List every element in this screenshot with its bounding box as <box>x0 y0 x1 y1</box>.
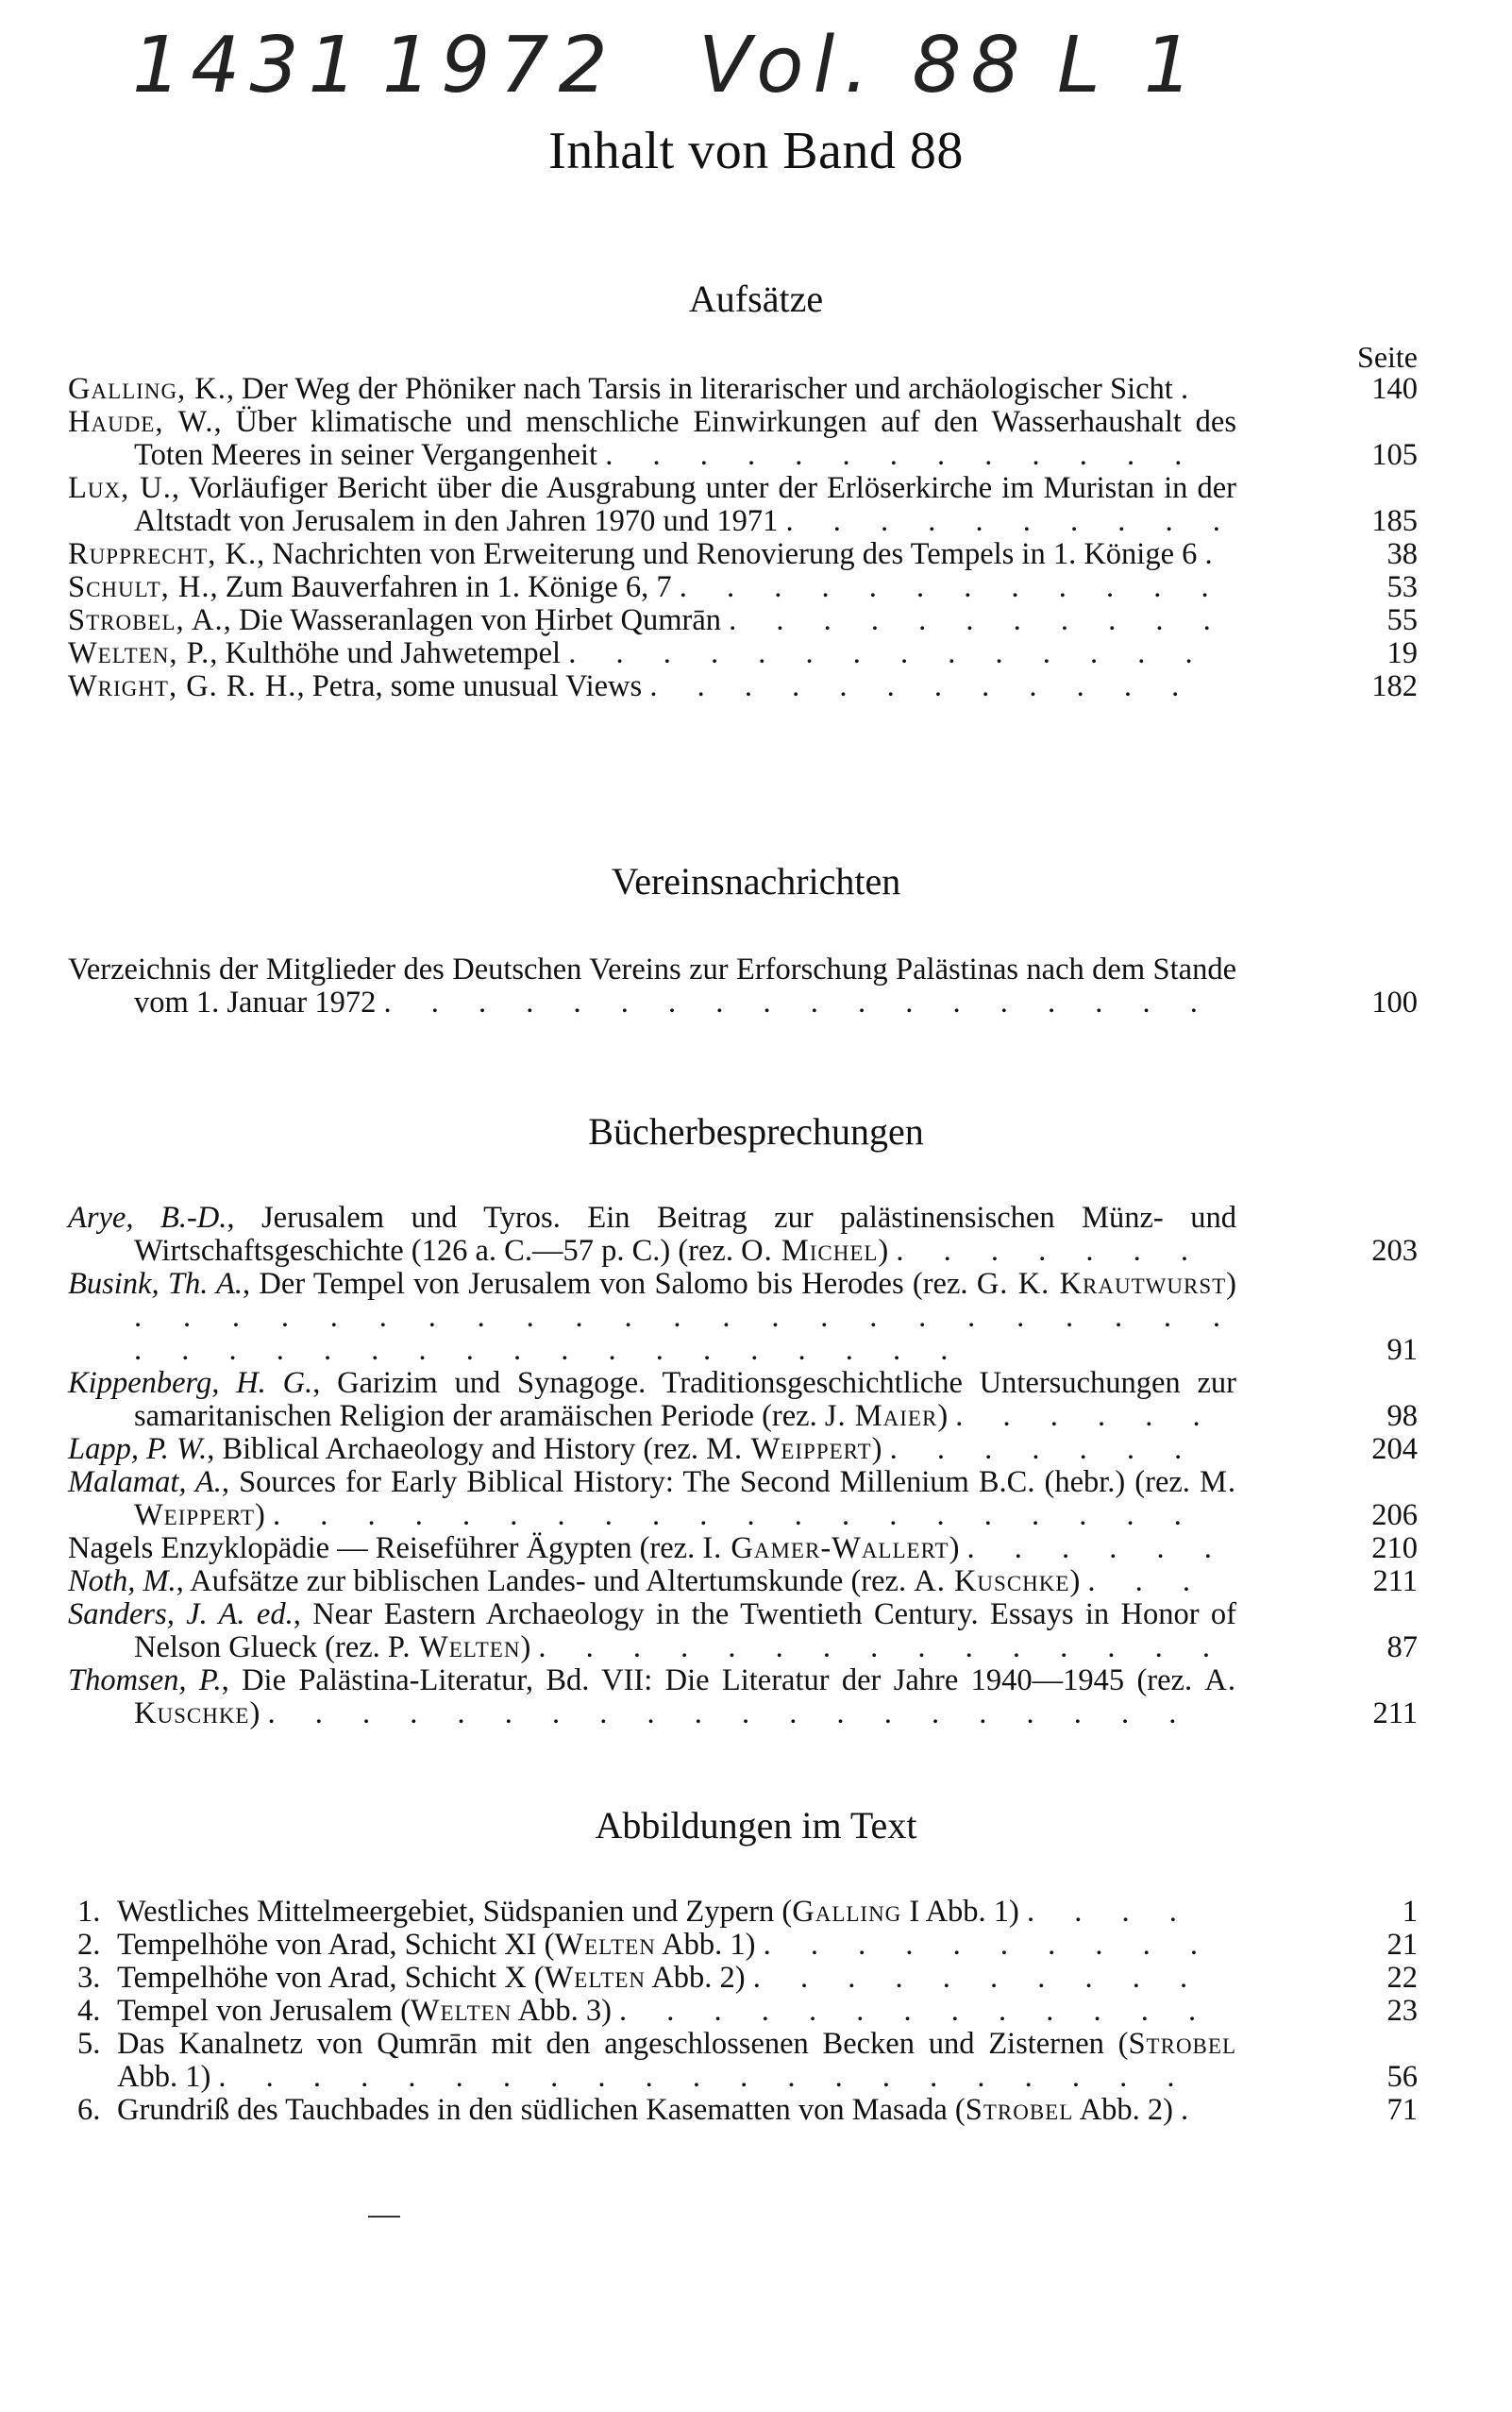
page-number: 19 <box>1386 636 1418 670</box>
article-list <box>0 373 1512 703</box>
entry-title: , Die Wasseranlagen von Ḫirbet Qumrān <box>223 603 722 637</box>
entry-title: , Garizim und Synagoge. Traditionsgeschichtliche Untersuchungen zur samaritanischen Religion der aramäischen Periode (rez. <box>134 1366 1236 1433</box>
article-author: Wright, G. R. H. <box>68 669 297 703</box>
dot-leader: . . . . . . . . . . . . . . . . . . . . <box>267 1696 1193 1730</box>
article-author: Strobel, A. <box>68 603 224 637</box>
article-author: Haude, W. <box>68 405 214 439</box>
figure-reference: Welten <box>554 1928 656 1962</box>
dot-leader: . . . . <box>1027 1895 1193 1929</box>
article-author: Lux, U. <box>68 471 172 505</box>
entry-tail: ) <box>949 1531 960 1565</box>
book-author: Kippenberg, H. G. <box>68 1366 313 1400</box>
book-author: Arye, B.-D. <box>68 1201 227 1235</box>
entry-title: , Der Tempel von Jerusalem von Salomo bis Herodes (rez. <box>243 1267 977 1301</box>
figure-reference: Strobel <box>1128 2027 1236 2061</box>
figure-reference: Strobel <box>965 2093 1074 2127</box>
list-item <box>0 406 1512 472</box>
entry-tail: ) <box>871 1432 882 1466</box>
book-author: Malamat, A. <box>68 1465 222 1499</box>
list-item <box>0 472 1512 538</box>
article-author: Galling, K. <box>68 372 227 406</box>
dot-leader: . . . <box>1087 1564 1207 1598</box>
entry-title: Grundriß des Tauchbades in den südlichen Kasematten von Masada ( <box>117 2093 966 2127</box>
dot-leader: . . . . . . . . . . . . . . <box>568 636 1209 670</box>
figure-number: 2. <box>77 1928 101 1962</box>
handwritten-note <box>132 21 1227 134</box>
entry-title: Das Kanalnetz von Qumrān mit den angeschlossenen Becken und Zisternen ( <box>117 2027 1129 2061</box>
figure-reference: Welten <box>544 1961 646 1995</box>
book-author: Noth, M. <box>68 1564 176 1598</box>
reviewer: M. Weippert <box>706 1432 872 1466</box>
dot-leader: . . . . . . . <box>889 1432 1199 1466</box>
entry-title: , Sources for Early Biblical History: The Second Millenium B.C. (hebr.) (rez. <box>221 1465 1200 1499</box>
entry-title: , Petra, some unusual Views <box>296 669 643 703</box>
handwritten-code: L 1 <box>1057 21 1202 110</box>
entry-title: Tempelhöhe von Arad, Schicht XI ( <box>117 1928 555 1962</box>
dot-leader: . . . . . . . . . . <box>752 1961 1204 1995</box>
list-item <box>0 1532 1512 1565</box>
book-author: Thomsen, P. <box>68 1663 222 1697</box>
dot-leader: . . . . . . . . . . <box>763 1928 1214 1962</box>
page-number: 38 <box>1386 537 1418 571</box>
list-item <box>0 571 1512 604</box>
entry-tail: Abb. 1) <box>117 2060 211 2094</box>
entry-tail: ) <box>1226 1267 1236 1301</box>
page-number: 55 <box>1386 603 1418 637</box>
figure-number: 3. <box>77 1961 101 1995</box>
list-item <box>0 1962 1512 1995</box>
list-item <box>0 1202 1512 1268</box>
dot-leader: . . . . . . . . . . . <box>729 603 1227 637</box>
list-item <box>0 2028 1512 2094</box>
entry-tail: ) <box>937 1399 949 1433</box>
book-author: Busink, Th. A. <box>68 1267 244 1301</box>
page-number: 211 <box>1372 1564 1418 1598</box>
entry-tail: Abb. 2) <box>1073 2093 1173 2127</box>
section-title-aufsaetze: Aufsätze <box>688 278 824 320</box>
entry-tail: I Abb. 1) <box>901 1895 1019 1929</box>
entry-tail: Abb. 2) <box>646 1961 746 1995</box>
dot-leader: . . . . . . . . . . . . . <box>619 1994 1213 2028</box>
entry-title: , Der Weg der Phöniker nach Tarsis in literarischer und archäologischer Sicht <box>226 372 1173 406</box>
entry-tail: Abb. 1) <box>655 1928 756 1962</box>
reviewer: A. Kuschke <box>134 1663 1237 1730</box>
handwritten-year: 1972 <box>382 21 617 110</box>
dot-leader: . . . . . . . . . . . . . . . . . . <box>383 986 1214 1020</box>
list-item <box>0 538 1512 571</box>
page-title: Inhalt von Band 88 <box>548 122 964 180</box>
section-title-buecherbesprechungen: Bücherbesprechungen <box>588 1110 924 1153</box>
list-item <box>0 1995 1512 2028</box>
entry-title: Westliches Mittelmeergebiet, Südspanien und Zypern ( <box>117 1895 793 1929</box>
entry-title: , Near Eastern Archaeology in the Twentieth Century. Essays in Honor of Nelson Glueck (rez. <box>134 1597 1237 1664</box>
list-item <box>0 1598 1512 1664</box>
page-number: 91 <box>1386 1333 1418 1367</box>
page-number: 204 <box>1371 1432 1418 1466</box>
dot-leader: . . . . . . . . . . . . . . . . . . . . . . . . . . . . . . . . . . . . . . . . . <box>134 1300 1236 1367</box>
figure-reference: Welten <box>410 1994 512 2028</box>
entry-title: , Kulthöhe und Jahwetempel <box>210 636 562 670</box>
review-list <box>0 1202 1512 1730</box>
entry-title: , Aufsätze zur biblischen Landes- und Altertumskunde (rez. <box>176 1564 915 1598</box>
page-number: 87 <box>1386 1630 1418 1664</box>
list-item <box>0 373 1512 406</box>
book-author: Lapp, P. W. <box>68 1432 208 1466</box>
article-author: Rupprecht, K. <box>68 537 258 571</box>
page-number: 182 <box>1371 669 1418 703</box>
entry-tail: ) <box>1069 1564 1081 1598</box>
entry-title: , Jerusalem und Tyros. Ein Beitrag zur palästinensischen Münz- und Wirtschaftsgeschichte (126 a. C.—57 p. C.) (rez. <box>134 1201 1237 1268</box>
dot-leader: . . . . . . . . . . . . <box>649 669 1196 703</box>
dot-leader: . . . . . . . . . . . . . <box>605 438 1199 472</box>
dot-leader: . . . . . . . . . . . . . . . <box>538 1630 1227 1664</box>
dot-leader: . . . . . . . . . . . . . . . . . . . . <box>272 1498 1198 1532</box>
figure-number: 5. <box>77 2027 101 2061</box>
entry-tail: ) <box>249 1696 260 1730</box>
page-number: 98 <box>1386 1399 1418 1433</box>
entry-title: , Die Palästina-Literatur, Bd. VII: Die Literatur der Jahre 1940—1945 (rez. <box>221 1663 1205 1697</box>
entry-tail: ) <box>520 1630 531 1664</box>
dot-leader: . . . . . . . <box>896 1234 1204 1268</box>
article-author: Welten, P. <box>68 636 210 670</box>
entry-tail: ) <box>255 1498 265 1532</box>
list-item <box>0 1367 1512 1433</box>
entry-title: , Nachrichten von Erweiterung und Renovierung des Tempels in 1. Könige 6 <box>257 537 1198 571</box>
list-item <box>0 1929 1512 1962</box>
handwritten-number: 1431 <box>132 21 367 110</box>
reviewer: J. Maier <box>824 1399 938 1433</box>
page-number: 23 <box>1386 1994 1418 2028</box>
footer-dash <box>368 2216 400 2218</box>
page-number: 100 <box>1371 986 1418 1020</box>
reviewer: I. Gamer-Wallert <box>702 1531 949 1565</box>
list-item <box>0 604 1512 637</box>
list-item <box>0 670 1512 703</box>
dot-leader: . . . . . . . . . . <box>785 504 1236 538</box>
page-column-label: Seite <box>1357 340 1418 374</box>
section-title-abbildungen: Abbildungen im Text <box>595 1804 917 1847</box>
list-item <box>0 637 1512 670</box>
page-number: 105 <box>1371 438 1418 472</box>
article-author: Schult, H. <box>68 570 210 604</box>
entry-title: Verzeichnis der Mitglieder des Deutschen Vereins zur Erforschung Palästinas nach dem Stande vom 1. Januar 1972 <box>68 953 1236 1020</box>
book-author: Sanders, J. A. ed. <box>68 1597 294 1631</box>
page-number: 21 <box>1386 1928 1418 1962</box>
page-number: 206 <box>1371 1498 1418 1532</box>
reviewer: O. Michel <box>741 1234 879 1268</box>
dot-leader: . . . . . . <box>955 1399 1217 1433</box>
entry-tail: ) <box>878 1234 889 1268</box>
page-number: 53 <box>1386 570 1418 604</box>
page-number: 211 <box>1372 1696 1418 1730</box>
list-item <box>0 1896 1512 1929</box>
list-item <box>0 953 1512 1020</box>
page-number: 1 <box>1402 1895 1418 1929</box>
entry-title: , Biblical Archaeology and History (rez. <box>207 1432 707 1466</box>
page-number: 185 <box>1371 504 1418 538</box>
list-item <box>0 2094 1512 2127</box>
figure-number: 4. <box>77 1994 101 2028</box>
entry-title: , Vorläufiger Bericht über die Ausgrabung unter der Erlöserkirche im Muristan in der Altstadt von Jerusalem in den Jahren 1970 und 1971 <box>134 471 1237 538</box>
handwritten-volume: Vol. 88 <box>698 21 1030 110</box>
dot-leader: . . . . . . <box>966 1531 1228 1565</box>
figure-list <box>0 1896 1512 2127</box>
entry-title: , Zum Bauverfahren in 1. Könige 6, 7 <box>210 570 672 604</box>
dot-leader: . . . . . . . . . . . . . . . . . . . . . <box>218 2060 1191 2094</box>
reviewer: M. Weippert <box>134 1465 1236 1532</box>
page-number: 140 <box>1371 372 1418 406</box>
section-title-vereinsnachrichten: Vereinsnachrichten <box>611 860 901 902</box>
page-number: 210 <box>1371 1531 1418 1565</box>
reviewer: P. Welten <box>387 1630 521 1664</box>
figure-reference: Galling <box>792 1895 902 1929</box>
page-number: 71 <box>1386 2093 1418 2127</box>
list-item <box>0 1268 1512 1367</box>
entry-title: Nagels Enzyklopädie — Reiseführer Ägypten (rez. <box>68 1531 703 1565</box>
reviewer: G. K. Krautwurst <box>976 1267 1227 1301</box>
page-number: 203 <box>1371 1234 1418 1268</box>
dot-leader: . . . . . . . . . . . . <box>679 570 1225 604</box>
dot-leader: . <box>1204 537 1229 571</box>
list-item <box>0 1433 1512 1466</box>
reviewer: A. Kuschke <box>914 1564 1070 1598</box>
page-number: 56 <box>1386 2060 1418 2094</box>
entry-title: Tempel von Jerusalem ( <box>117 1994 411 2028</box>
dot-leader: . <box>1181 2093 1205 2127</box>
figure-number: 1. <box>77 1895 101 1929</box>
entry-title: Tempelhöhe von Arad, Schicht X ( <box>117 1961 545 1995</box>
list-item <box>0 1466 1512 1532</box>
dot-leader: . <box>1180 372 1205 406</box>
entry-tail: Abb. 3) <box>512 1994 612 2028</box>
association-news-list <box>0 953 1512 1020</box>
list-item <box>0 1565 1512 1598</box>
page-number: 22 <box>1386 1961 1418 1995</box>
figure-number: 6. <box>77 2093 101 2127</box>
list-item <box>0 1664 1512 1730</box>
entry-title: , Über klimatische und menschliche Einwirkungen auf den Wasserhaushalt des Toten Meeres in seiner Vergangenheit <box>134 405 1236 472</box>
